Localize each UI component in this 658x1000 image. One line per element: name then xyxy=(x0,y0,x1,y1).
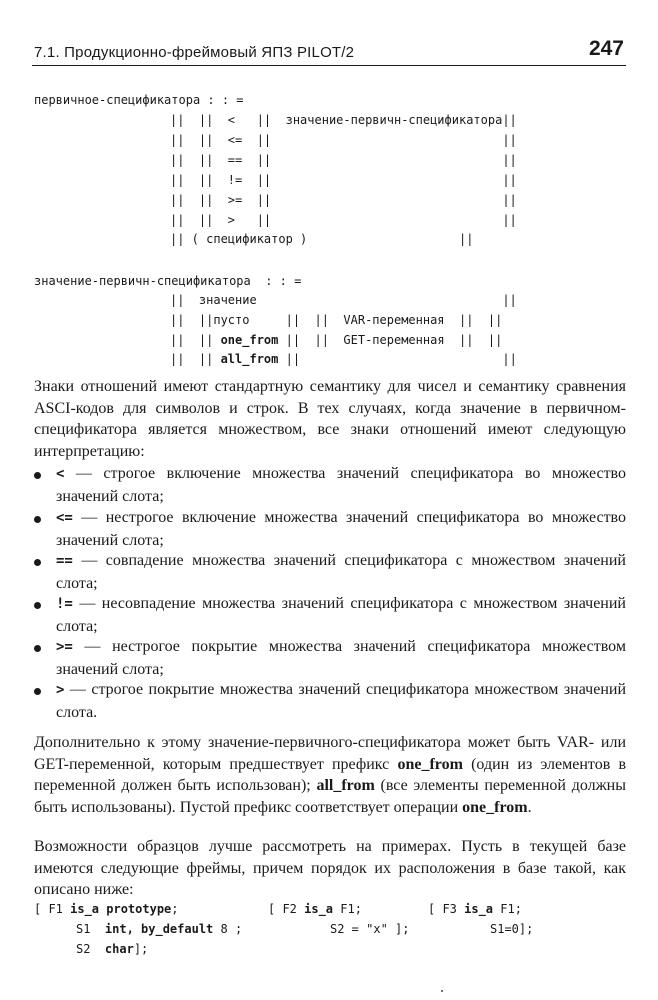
code-line xyxy=(76,942,148,956)
header-rule xyxy=(32,65,626,66)
grammar1-row: || || <= || || xyxy=(170,133,517,147)
grammar1-row: || || >= || || xyxy=(170,193,517,207)
para2-text: Дополнительно к этому значение-первичного-спецификатора может быть VAR- или GET-переменной, которым предшествует префикс xyxy=(34,734,626,773)
relation-symbol: <= xyxy=(56,510,73,526)
bullet-item xyxy=(56,636,626,680)
code-keyword: int, by_default xyxy=(104,922,214,936)
code-text: S1 xyxy=(76,922,105,936)
keyword-one-from: one_from xyxy=(397,755,463,773)
code-text: [ F1 xyxy=(34,902,71,916)
code-line: S1=0]; xyxy=(490,922,534,936)
grammar2-row: || значение || xyxy=(170,293,517,307)
code-text: ; xyxy=(171,902,179,916)
code-text: F1; xyxy=(333,902,362,916)
code-keyword: is_a prototype xyxy=(70,902,172,916)
code-text: [ F3 xyxy=(428,902,465,916)
code-text: F1; xyxy=(493,902,522,916)
bullet-dot xyxy=(34,472,41,479)
keyword-all-from: all_from xyxy=(316,777,375,794)
code-line xyxy=(428,902,522,916)
paragraph-examples: Возможности образцов лучше рассмотреть на примерах. Пусть в текущей базе имеются следующие фреймы, причем порядок их расположения в базе такой, как описано ниже: xyxy=(34,838,626,898)
bullet-text: — несовпадение множества значений спецификатора с множеством значений слота; xyxy=(56,595,626,635)
code-text: [ F2 xyxy=(268,902,305,916)
keyword-one-from: one_from xyxy=(220,333,279,347)
bullet-item xyxy=(56,550,626,594)
code-keyword: is_a xyxy=(304,902,334,916)
row-prefix: || || xyxy=(170,333,221,347)
code-line xyxy=(76,922,242,936)
bullet-item xyxy=(56,507,626,551)
grammar1-row: || || > || || xyxy=(170,213,517,227)
code-text: 8 ; xyxy=(213,922,243,936)
relation-symbol: > xyxy=(56,682,65,698)
grammar2-row-all-from xyxy=(170,352,517,366)
para2-text: . xyxy=(527,798,532,816)
relation-symbol: < xyxy=(56,466,65,482)
grammar2-lhs: значение-первичн-спецификатора : : = xyxy=(34,274,302,288)
code-text: S2 xyxy=(76,942,105,956)
bullet-text: — строгое покрытие множества значений спецификатора множеством значений слота. xyxy=(56,681,626,721)
relation-symbol: >= xyxy=(56,639,73,655)
row-suffix: || || xyxy=(278,352,517,366)
code-text: ]; xyxy=(133,942,149,956)
para2-text: (один из элементов в переменной должен быть использован); xyxy=(34,755,626,794)
row-suffix: || || GET-переменная || || xyxy=(278,333,503,347)
row-prefix: || || xyxy=(170,352,221,366)
bullet-dot xyxy=(34,688,41,695)
bullet-dot xyxy=(34,602,41,609)
relation-symbol: == xyxy=(56,553,73,569)
grammar1-lhs: первичное-спецификатора : : = xyxy=(34,93,244,107)
bullet-text: — совпадение множества значений спецификатора с множеством значений слота; xyxy=(56,552,626,592)
para2-text: (все элементы переменной должны быть использованы). Пустой префикс соответствует операции xyxy=(34,777,626,816)
grammar1-row: || || != || || xyxy=(170,173,517,187)
code-keyword: char xyxy=(104,942,134,956)
bullet-item xyxy=(56,593,626,637)
code-line xyxy=(34,902,179,916)
code-line: S2 = "x" ]; xyxy=(330,922,410,936)
keyword-all-from: all_from xyxy=(220,352,279,366)
grammar2-row: || ||пусто || || VAR-переменная || || xyxy=(170,313,503,327)
grammar1-row: || || == || || xyxy=(170,153,517,167)
scan-speck xyxy=(441,990,443,992)
page-number: 247 xyxy=(588,37,624,60)
bullet-dot xyxy=(34,645,41,652)
bullet-item xyxy=(56,679,626,723)
paragraph-relations-intro: Знаки отношений имеют стандартную семантику для чисел и семантику сравнения ASCI-кодов для символов и строк. В тех случаях, когда значение в первичном-спецификатора является множеством, все знаки отношений имеют следующую интерпретацию: xyxy=(34,378,626,460)
bullet-text: — нестрогое включение множества значений спецификатора во множество значений слота; xyxy=(56,509,626,549)
bullet-dot xyxy=(34,559,41,566)
running-header-title: 7.1. Продукционно-фреймовый ЯПЗ PILOT/2 xyxy=(34,44,355,61)
code-line xyxy=(268,902,362,916)
grammar2-row-one-from xyxy=(170,333,502,347)
keyword-one-from: one_from xyxy=(462,798,528,816)
code-keyword: is_a xyxy=(464,902,494,916)
bullet-text: — нестрогое покрытие множества значений спецификатора множеством значений слота; xyxy=(56,638,626,678)
relation-symbol: != xyxy=(56,596,73,612)
grammar1-row: || || < || значение-первичн-спецификатора|| xyxy=(170,113,517,127)
bullet-text: — строгое включение множества значений спецификатора во множество значений слота; xyxy=(56,465,626,505)
grammar1-row: || ( спецификатор ) || xyxy=(170,232,474,246)
paragraph-prefixes xyxy=(34,732,626,818)
bullet-item xyxy=(56,463,626,507)
bullet-dot xyxy=(34,516,41,523)
